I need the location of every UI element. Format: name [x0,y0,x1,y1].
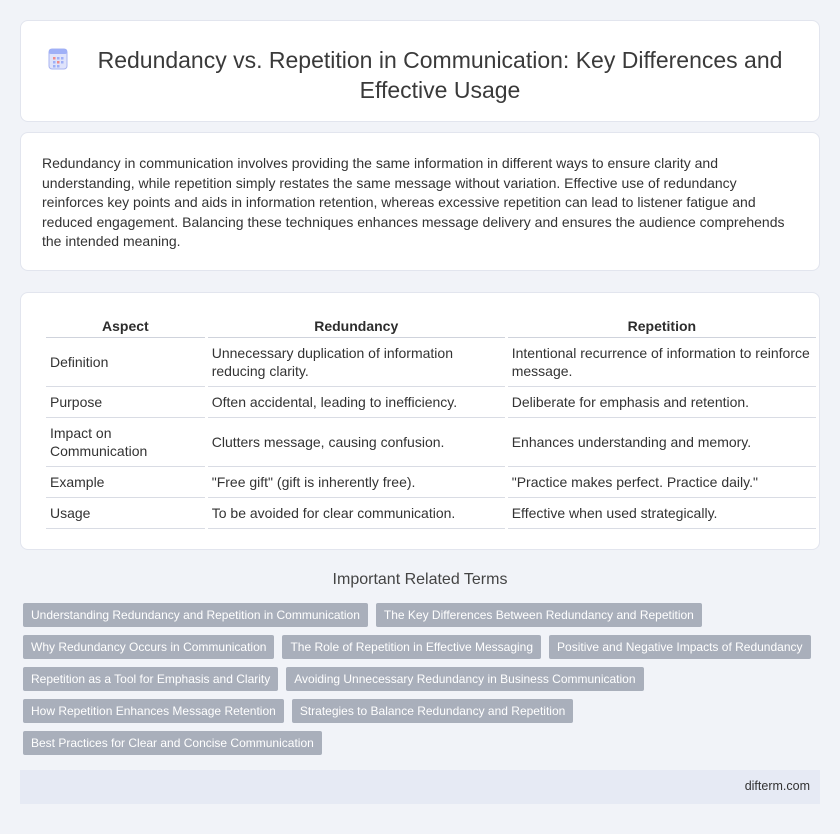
table-cell: Often accidental, leading to inefficiency. [208,387,505,418]
title-card [20,20,820,122]
footer [20,770,820,804]
intro-card [20,132,820,271]
related-term-tag[interactable]: Best Practices for Clear and Concise Communication [23,731,322,755]
table-cell: Clutters message, causing confusion. [208,418,505,467]
table-row [46,467,816,498]
related-term-tag[interactable]: The Key Differences Between Redundancy and Repetition [376,603,702,627]
table-cell: Deliberate for emphasis and retention. [508,387,816,418]
table-cell: "Practice makes perfect. Practice daily." [508,467,816,498]
related-term-tag[interactable]: Why Redundancy Occurs in Communication [23,635,274,659]
column-header-redundancy: Redundancy [208,314,505,338]
table-row [46,387,816,418]
comparison-table [43,314,819,529]
table-cell: Purpose [46,387,205,418]
related-term-tag[interactable]: How Repetition Enhances Message Retention [23,699,284,723]
table-cell: Impact on Communication [46,418,205,467]
related-terms-heading: Important Related Terms [332,571,508,588]
table-cell: Enhances understanding and memory. [508,418,816,467]
table-cell: Unnecessary duplication of information reducing clarity. [208,338,505,387]
related-term-tag[interactable]: The Role of Repetition in Effective Messaging [282,635,541,659]
table-cell: Intentional recurrence of information to reinforce message. [508,338,816,387]
comparison-card [20,292,820,550]
column-header-aspect: Aspect [46,314,205,338]
table-row [46,338,816,387]
table-row [46,418,816,467]
related-term-tag[interactable]: Positive and Negative Impacts of Redundancy [549,635,810,659]
related-terms-list [23,603,813,763]
table-cell: "Free gift" (gift is inherently free). [208,467,505,498]
related-term-tag[interactable]: Understanding Redundancy and Repetition in Communication [23,603,368,627]
related-term-tag[interactable]: Repetition as a Tool for Emphasis and Clarity [23,667,278,691]
table-cell: Definition [46,338,205,387]
table-header-row [46,314,816,338]
table-cell: Example [46,467,205,498]
table-row [46,498,816,529]
intro-paragraph: Redundancy in communication involves providing the same information in different ways to ensure clarity and understanding, while repetition simply restates the same message without variation. Effective use of redundancy reinforces key points and aids in information retention, whereas excessive repetition can lead to listener fatigue and reduced engagement. Balancing these techniques enhances message delivery and ensures the audience comprehends the intended meaning. [42,155,785,250]
table-cell: Effective when used strategically. [508,498,816,529]
footer-site-link[interactable]: difterm.com [744,779,810,793]
related-term-tag[interactable]: Strategies to Balance Redundancy and Repetition [292,699,574,723]
related-term-tag[interactable]: Avoiding Unnecessary Redundancy in Business Communication [286,667,643,691]
table-cell: To be avoided for clear communication. [208,498,505,529]
table-cell: Usage [46,498,205,529]
column-header-repetition: Repetition [508,314,816,338]
page-title: Redundancy vs. Repetition in Communication: Key Differences and Effective Usage [97,47,783,103]
